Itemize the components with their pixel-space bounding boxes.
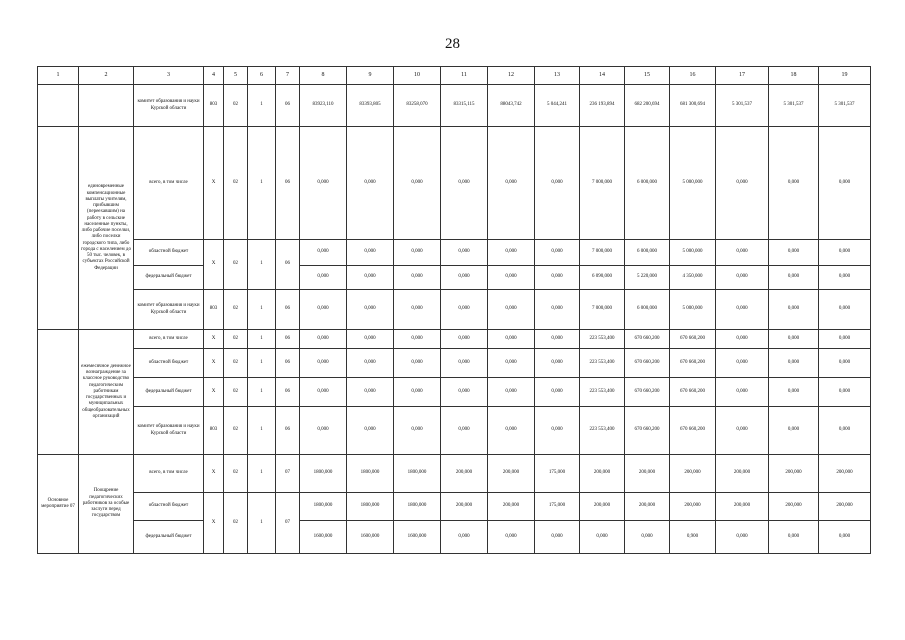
- header-cell: 1: [38, 67, 79, 85]
- value-cell: 0,000: [394, 378, 441, 407]
- header-cell: 15: [625, 67, 670, 85]
- table-cell: X: [204, 330, 224, 349]
- table-cell: 1: [248, 127, 276, 240]
- table-cell: 02: [224, 127, 248, 240]
- table-row: [38, 378, 871, 407]
- value-cell: 5 301,537: [819, 85, 871, 127]
- value-cell: 200,000: [716, 455, 769, 493]
- value-cell: 0,000: [488, 521, 535, 554]
- value-cell: 0,000: [769, 521, 819, 554]
- table-cell: 1: [248, 349, 276, 378]
- value-cell: 83393,805: [347, 85, 394, 127]
- value-cell: 0,000: [716, 330, 769, 349]
- value-cell: 670 660,200: [670, 349, 716, 378]
- value-cell: 200,000: [441, 455, 488, 493]
- header-cell: 3: [134, 67, 204, 85]
- header-cell: 9: [347, 67, 394, 85]
- table-cell: X: [204, 240, 224, 290]
- value-cell: 0,000: [394, 266, 441, 290]
- value-cell: 236 193,894: [580, 85, 625, 127]
- header-cell: 14: [580, 67, 625, 85]
- value-cell: 0,000: [300, 378, 347, 407]
- row-label: комитет образования и науки Курской области: [134, 85, 204, 127]
- value-cell: 0,000: [716, 521, 769, 554]
- value-cell: 200,000: [769, 455, 819, 493]
- value-cell: 670 660,200: [625, 349, 670, 378]
- value-cell: 200,000: [670, 493, 716, 521]
- header-cell: 13: [535, 67, 580, 85]
- value-cell: 223 553,400: [580, 349, 625, 378]
- value-cell: 223 553,400: [580, 330, 625, 349]
- row-description: ежемесячное денежное вознаграждение за классное руководство педагогическим работникам государственных и муниципальных общеобразовательных организаций: [79, 330, 134, 455]
- value-cell: 5 044,241: [535, 85, 580, 127]
- value-cell: 670 660,200: [625, 330, 670, 349]
- header-cell: 16: [670, 67, 716, 85]
- value-cell: 0,000: [819, 127, 871, 240]
- row-label: всего, в том числе: [134, 127, 204, 240]
- table-cell: [79, 85, 134, 127]
- value-cell: 0,000: [300, 349, 347, 378]
- table-cell: X: [204, 455, 224, 493]
- value-cell: 0,000: [394, 330, 441, 349]
- table-cell: 06: [276, 127, 300, 240]
- table-cell: 1: [248, 85, 276, 127]
- value-cell: 0,000: [535, 521, 580, 554]
- value-cell: 1800,000: [347, 493, 394, 521]
- value-cell: 681 300,694: [670, 85, 716, 127]
- value-cell: 682 200,694: [625, 85, 670, 127]
- table-cell: 1: [248, 493, 276, 554]
- value-cell: 0,000: [488, 378, 535, 407]
- value-cell: 1800,000: [394, 455, 441, 493]
- value-cell: 6 000,000: [625, 240, 670, 266]
- value-cell: 0,000: [716, 127, 769, 240]
- value-cell: 0,000: [625, 521, 670, 554]
- value-cell: 200,000: [625, 455, 670, 493]
- activity-label: Основное мероприятие 07: [38, 455, 79, 554]
- value-cell: 0,000: [716, 349, 769, 378]
- value-cell: 0,000: [441, 240, 488, 266]
- value-cell: 670 660,200: [670, 407, 716, 455]
- table-cell: X: [204, 378, 224, 407]
- value-cell: 200,000: [769, 493, 819, 521]
- value-cell: 0,000: [716, 407, 769, 455]
- value-cell: 0,000: [535, 349, 580, 378]
- header-cell: 7: [276, 67, 300, 85]
- table-cell: X: [204, 493, 224, 554]
- value-cell: 1600,000: [347, 521, 394, 554]
- value-cell: 0,000: [769, 290, 819, 330]
- table-cell: 803: [204, 407, 224, 455]
- value-cell: 0,000: [300, 266, 347, 290]
- table-cell: 06: [276, 85, 300, 127]
- value-cell: 0,000: [535, 330, 580, 349]
- value-cell: 0,000: [716, 290, 769, 330]
- value-cell: 5 301,537: [716, 85, 769, 127]
- value-cell: 0,000: [819, 349, 871, 378]
- value-cell: 223 553,400: [580, 378, 625, 407]
- table-cell: 06: [276, 240, 300, 290]
- header-cell: 18: [769, 67, 819, 85]
- value-cell: 0,000: [769, 127, 819, 240]
- row-label: областной бюджет: [134, 493, 204, 521]
- table-row: [38, 290, 871, 330]
- value-cell: 6 000,000: [625, 290, 670, 330]
- value-cell: 0,000: [441, 349, 488, 378]
- table-cell: 02: [224, 407, 248, 455]
- table-cell: 1: [248, 455, 276, 493]
- table-cell: 803: [204, 85, 224, 127]
- row-label: комитет образования и науки Курской области: [134, 290, 204, 330]
- table-row: [38, 266, 871, 290]
- value-cell: 0,000: [769, 378, 819, 407]
- table-cell: 1: [248, 330, 276, 349]
- table-cell: [38, 127, 79, 330]
- value-cell: 0,000: [488, 127, 535, 240]
- row-label: областной бюджет: [134, 349, 204, 378]
- value-cell: 0,000: [441, 378, 488, 407]
- value-cell: 200,000: [625, 493, 670, 521]
- table-cell: 06: [276, 290, 300, 330]
- table-cell: [38, 330, 79, 455]
- table-cell: 02: [224, 240, 248, 290]
- value-cell: 0,000: [347, 290, 394, 330]
- value-cell: 0,000: [441, 330, 488, 349]
- value-cell: 200,000: [819, 493, 871, 521]
- table-cell: 06: [276, 378, 300, 407]
- value-cell: 200,000: [580, 455, 625, 493]
- value-cell: 5 220,000: [625, 266, 670, 290]
- value-cell: 1800,000: [300, 455, 347, 493]
- value-cell: 0,000: [716, 266, 769, 290]
- value-cell: 200,000: [488, 455, 535, 493]
- value-cell: 0,000: [769, 330, 819, 349]
- page-number: 28: [445, 36, 460, 52]
- row-label: федеральный бюджет: [134, 266, 204, 290]
- value-cell: 0,000: [535, 407, 580, 455]
- value-cell: 0,000: [394, 127, 441, 240]
- table-cell: 02: [224, 349, 248, 378]
- row-description: Поощрение педагогических работников за особые заслуги перед государством: [79, 455, 134, 554]
- value-cell: 0,000: [819, 266, 871, 290]
- table-cell: 1: [248, 290, 276, 330]
- value-cell: 7 000,000: [580, 240, 625, 266]
- value-cell: 0,000: [769, 240, 819, 266]
- value-cell: 0,000: [819, 290, 871, 330]
- value-cell: 670 660,200: [670, 378, 716, 407]
- table-row: [38, 455, 871, 493]
- value-cell: 0,000: [819, 240, 871, 266]
- table-row: [38, 127, 871, 240]
- table-cell: 06: [276, 407, 300, 455]
- value-cell: 0,000: [580, 521, 625, 554]
- value-cell: 5 301,537: [769, 85, 819, 127]
- value-cell: 6 000,000: [625, 127, 670, 240]
- header-cell: 4: [204, 67, 224, 85]
- value-cell: 0,000: [716, 240, 769, 266]
- value-cell: 0,000: [535, 127, 580, 240]
- value-cell: 0,000: [347, 378, 394, 407]
- value-cell: 200,000: [716, 493, 769, 521]
- value-cell: 0,000: [769, 407, 819, 455]
- value-cell: 0,000: [441, 521, 488, 554]
- value-cell: 175,000: [535, 455, 580, 493]
- value-cell: 0,000: [300, 240, 347, 266]
- value-cell: 0,000: [535, 378, 580, 407]
- table-row: [38, 349, 871, 378]
- value-cell: 0,000: [769, 266, 819, 290]
- value-cell: 223 553,400: [580, 407, 625, 455]
- value-cell: 0,000: [394, 240, 441, 266]
- value-cell: 0,000: [300, 127, 347, 240]
- value-cell: 5 000,000: [670, 240, 716, 266]
- value-cell: 0,000: [535, 240, 580, 266]
- header-cell: 8: [300, 67, 347, 85]
- header-cell: 5: [224, 67, 248, 85]
- value-cell: 0,000: [535, 290, 580, 330]
- value-cell: 1800,000: [300, 493, 347, 521]
- value-cell: 1600,000: [394, 521, 441, 554]
- value-cell: 0,000: [441, 290, 488, 330]
- row-label: федеральный бюджет: [134, 378, 204, 407]
- value-cell: 670 660,200: [625, 378, 670, 407]
- table-cell: [38, 85, 79, 127]
- value-cell: 200,000: [488, 493, 535, 521]
- value-cell: 0,000: [347, 330, 394, 349]
- value-cell: 0,000: [347, 349, 394, 378]
- table-row: [38, 493, 871, 521]
- value-cell: 0,000: [347, 407, 394, 455]
- table-cell: X: [204, 349, 224, 378]
- table-cell: 02: [224, 378, 248, 407]
- value-cell: 88043,742: [488, 85, 535, 127]
- header-row: [38, 67, 871, 85]
- header-cell: 11: [441, 67, 488, 85]
- value-cell: 83315,115: [441, 85, 488, 127]
- value-cell: 1800,000: [347, 455, 394, 493]
- value-cell: 7 000,000: [580, 290, 625, 330]
- table-row: [38, 521, 871, 554]
- table-cell: 07: [276, 493, 300, 554]
- row-label: федеральный бюджет: [134, 521, 204, 554]
- table-cell: 02: [224, 330, 248, 349]
- table-cell: 02: [224, 290, 248, 330]
- value-cell: 0,000: [347, 266, 394, 290]
- value-cell: 0,000: [300, 407, 347, 455]
- value-cell: 0,900: [670, 521, 716, 554]
- value-cell: 0,000: [300, 290, 347, 330]
- value-cell: 83258,070: [394, 85, 441, 127]
- value-cell: 0,000: [488, 349, 535, 378]
- value-cell: 0,000: [347, 240, 394, 266]
- header-cell: 2: [79, 67, 134, 85]
- table-cell: 02: [224, 493, 248, 554]
- header-cell: 6: [248, 67, 276, 85]
- value-cell: 1600,000: [300, 521, 347, 554]
- table-cell: 02: [224, 455, 248, 493]
- value-cell: 0,000: [819, 521, 871, 554]
- value-cell: 670 660,200: [625, 407, 670, 455]
- value-cell: 1800,000: [394, 493, 441, 521]
- table-cell: X: [204, 127, 224, 240]
- value-cell: 4 350,000: [670, 266, 716, 290]
- value-cell: 0,000: [488, 266, 535, 290]
- row-label: всего, в том числе: [134, 330, 204, 349]
- value-cell: 0,000: [488, 290, 535, 330]
- table-cell: 1: [248, 407, 276, 455]
- value-cell: 7 000,000: [580, 127, 625, 240]
- table-cell: 06: [276, 349, 300, 378]
- header-cell: 12: [488, 67, 535, 85]
- value-cell: 0,000: [441, 266, 488, 290]
- header-cell: 19: [819, 67, 871, 85]
- value-cell: 0,000: [535, 266, 580, 290]
- row-description: единовременные компенсационные выплаты учителям, прибывшим (переехавшим) на работу в сельские населенные пункты, либо рабочие поселки, либо поселки городского типа, либо города с населением до 50 тыс. человек, в субъектах Российской Федерации: [79, 127, 134, 330]
- value-cell: 0,000: [819, 330, 871, 349]
- value-cell: 175,000: [535, 493, 580, 521]
- table-cell: 1: [248, 240, 276, 290]
- value-cell: 0,000: [394, 290, 441, 330]
- table-cell: 02: [224, 85, 248, 127]
- value-cell: 0,000: [488, 240, 535, 266]
- value-cell: 0,000: [716, 378, 769, 407]
- value-cell: 83923,110: [300, 85, 347, 127]
- table-cell: 1: [248, 378, 276, 407]
- value-cell: 200,000: [580, 493, 625, 521]
- value-cell: 0,000: [819, 407, 871, 455]
- value-cell: 200,000: [670, 455, 716, 493]
- value-cell: 0,000: [769, 349, 819, 378]
- value-cell: 0,000: [819, 378, 871, 407]
- row-label: комитет образования и науки Курской области: [134, 407, 204, 455]
- value-cell: 5 000,000: [670, 290, 716, 330]
- value-cell: 200,000: [819, 455, 871, 493]
- value-cell: 0,000: [394, 407, 441, 455]
- value-cell: 670 660,200: [670, 330, 716, 349]
- table-cell: 803: [204, 290, 224, 330]
- value-cell: 200,000: [441, 493, 488, 521]
- header-cell: 17: [716, 67, 769, 85]
- value-cell: 0,000: [347, 127, 394, 240]
- value-cell: 6 090,000: [580, 266, 625, 290]
- table-cell: 07: [276, 455, 300, 493]
- row-label: областной бюджет: [134, 240, 204, 266]
- value-cell: 0,000: [488, 407, 535, 455]
- table-row: [38, 240, 871, 266]
- value-cell: 0,000: [300, 330, 347, 349]
- table-row: [38, 407, 871, 455]
- value-cell: 0,000: [441, 127, 488, 240]
- table-row: [38, 85, 871, 127]
- budget-table: [37, 66, 871, 554]
- row-label: всего, в том числе: [134, 455, 204, 493]
- header-cell: 10: [394, 67, 441, 85]
- value-cell: 0,000: [488, 330, 535, 349]
- value-cell: 5 000,000: [670, 127, 716, 240]
- value-cell: 0,000: [441, 407, 488, 455]
- table-cell: 06: [276, 330, 300, 349]
- table-row: [38, 330, 871, 349]
- value-cell: 0,000: [394, 349, 441, 378]
